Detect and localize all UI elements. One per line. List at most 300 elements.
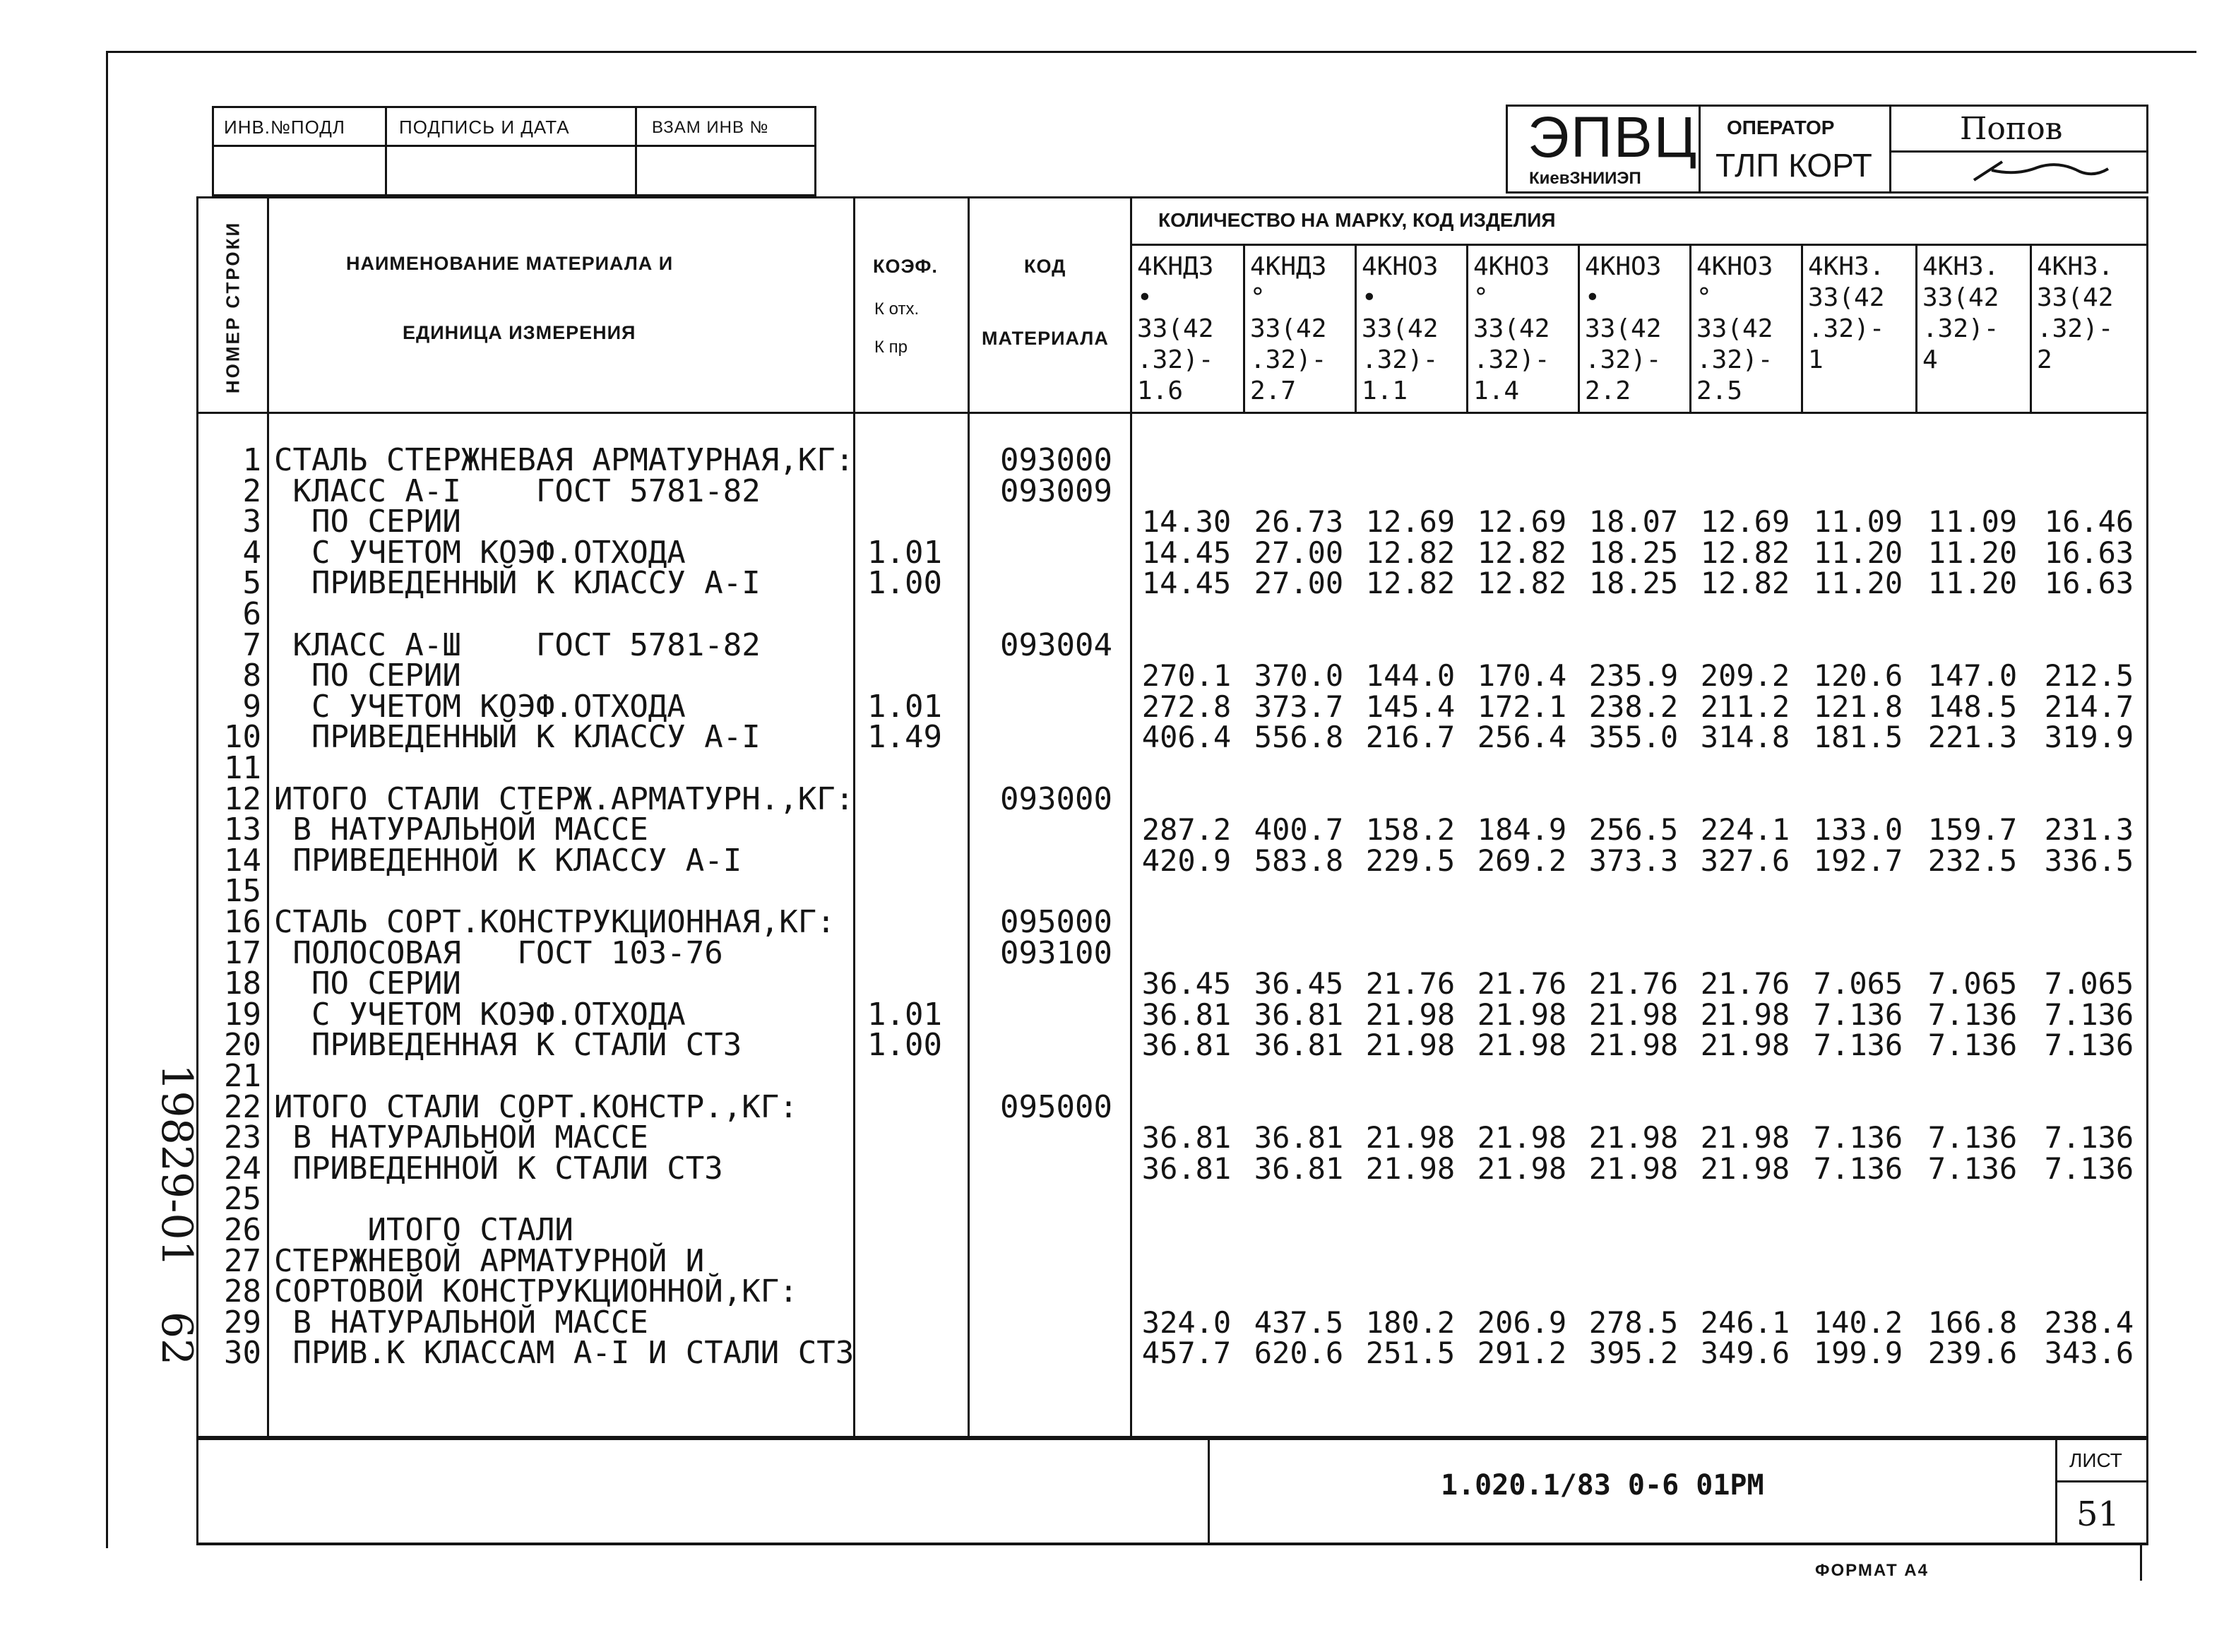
mark-col-separator bbox=[1578, 244, 1580, 412]
material-name: ИТОГО СТАЛИ bbox=[274, 1212, 573, 1248]
row-number: 17 bbox=[224, 935, 261, 971]
material-name: ИТОГО СТАЛИ СТЕРЖ.АРМАТУРН.,КГ: bbox=[274, 781, 855, 817]
quantity-value: 21.76 bbox=[1700, 966, 1790, 1001]
row-number: 15 bbox=[224, 873, 261, 909]
org-block bbox=[1506, 105, 2148, 194]
coefficient: 1.49 bbox=[867, 719, 942, 755]
footer-block bbox=[196, 1438, 2148, 1545]
row-number: 13 bbox=[224, 812, 261, 848]
quantity-value: 373.3 bbox=[1588, 843, 1679, 878]
quantity-value: 18.25 bbox=[1588, 535, 1679, 570]
mark-header-line: 33(42 bbox=[1696, 314, 1773, 343]
mark-header-line: 2.5 bbox=[1696, 376, 1743, 405]
mark-header-line: 2 bbox=[2037, 345, 2052, 374]
row-number: 24 bbox=[224, 1151, 261, 1187]
stamp-inv-podl-label: ИНВ.№ПОДЛ bbox=[224, 117, 345, 138]
mark-header bbox=[1696, 251, 1798, 407]
quantity-value: 231.3 bbox=[2044, 812, 2134, 847]
quantity-value: 21.98 bbox=[1700, 997, 1790, 1032]
material-name: ПОЛОСОВАЯ ГОСТ 103-76 bbox=[274, 935, 723, 971]
quantity-value: 21.76 bbox=[1477, 966, 1567, 1001]
format-tick bbox=[2140, 1545, 2142, 1581]
row-number: 20 bbox=[224, 1027, 261, 1063]
quantity-value: 21.98 bbox=[1477, 1120, 1567, 1155]
material-name: ПРИВЕДЕННАЯ К СТАЛИ СТ3 bbox=[274, 1027, 742, 1063]
material-code: 095000 bbox=[1000, 904, 1112, 940]
coef-header-3: К пр bbox=[874, 338, 908, 357]
coefficient: 1.01 bbox=[867, 689, 942, 725]
mark-header-line: 1.4 bbox=[1473, 376, 1520, 405]
quantity-value: 583.8 bbox=[1254, 843, 1344, 878]
mark-header-line: • bbox=[1585, 283, 1600, 312]
quantity-value: 7.136 bbox=[1927, 1120, 2018, 1155]
quantity-value: 373.7 bbox=[1254, 689, 1344, 724]
quantity-value: 181.5 bbox=[1813, 720, 1903, 754]
row-number: 23 bbox=[224, 1119, 261, 1155]
quantity-value: 133.0 bbox=[1813, 812, 1903, 847]
quantity-value: 212.5 bbox=[2044, 658, 2134, 693]
material-name: ПО СЕРИИ bbox=[274, 658, 461, 694]
quantity-value: 7.136 bbox=[2044, 997, 2134, 1032]
quantity-value: 21.76 bbox=[1365, 966, 1456, 1001]
quantity-value: 11.20 bbox=[1927, 566, 2018, 600]
quantity-value: 21.76 bbox=[1588, 966, 1679, 1001]
quantity-value: 21.98 bbox=[1700, 1028, 1790, 1062]
quantity-value: 172.1 bbox=[1477, 689, 1567, 724]
quantity-value: 21.98 bbox=[1365, 1028, 1456, 1062]
row-number: 30 bbox=[224, 1335, 261, 1371]
quantity-value: 11.09 bbox=[1927, 504, 2018, 539]
row-number: 18 bbox=[224, 965, 261, 1002]
quantity-value: 145.4 bbox=[1365, 689, 1456, 724]
row-number-header: НОМЕР СТРОКИ bbox=[222, 220, 244, 394]
quantity-value: 229.5 bbox=[1365, 843, 1456, 878]
row-number: 2 bbox=[242, 473, 261, 509]
qty-title-line bbox=[1130, 244, 2148, 246]
quantity-value: 121.8 bbox=[1813, 689, 1903, 724]
mark-header-line: 4КНД3 bbox=[1137, 252, 1214, 281]
quantity-value: 36.81 bbox=[1254, 1151, 1344, 1186]
row-number: 27 bbox=[224, 1243, 261, 1279]
quantity-value: 272.8 bbox=[1141, 689, 1232, 724]
mark-header-line: .32)- bbox=[1473, 345, 1550, 374]
quantity-value: 457.7 bbox=[1141, 1336, 1232, 1370]
mark-header-line: 4КНО3 bbox=[1585, 252, 1662, 281]
quantity-value: 36.81 bbox=[1254, 1120, 1344, 1155]
quantity-value: 7.136 bbox=[1813, 1028, 1903, 1062]
quantity-value: 16.46 bbox=[2044, 504, 2134, 539]
quantity-value: 12.69 bbox=[1477, 504, 1567, 539]
quantity-value: 11.09 bbox=[1813, 504, 1903, 539]
mark-col-separator bbox=[1801, 244, 1803, 412]
signer-name: Попов bbox=[1960, 111, 2063, 147]
mark-header-line: 33(42 bbox=[1250, 314, 1327, 343]
mark-header-line: 4КН3. bbox=[2037, 252, 2114, 281]
quantity-value: 21.98 bbox=[1365, 1120, 1456, 1155]
row-number: 5 bbox=[242, 565, 261, 601]
mark-header-line: • bbox=[1362, 283, 1377, 312]
material-name: В НАТУРАЛЬНОЙ МАССЕ bbox=[274, 1119, 648, 1155]
mark-header-line: 1 bbox=[1808, 345, 1824, 374]
quantity-value: 36.45 bbox=[1254, 966, 1344, 1001]
quantity-value: 211.2 bbox=[1700, 689, 1790, 724]
quantity-value: 216.7 bbox=[1365, 720, 1456, 754]
mark-header-line: 4 bbox=[1922, 345, 1938, 374]
quantity-value: 21.98 bbox=[1588, 1120, 1679, 1155]
quantity-value: 26.73 bbox=[1254, 504, 1344, 539]
org-logo: ЭПВЦ bbox=[1528, 105, 1699, 170]
quantity-value: 12.82 bbox=[1365, 535, 1456, 570]
quantity-value: 256.4 bbox=[1477, 720, 1567, 754]
quantity-value: 21.98 bbox=[1700, 1151, 1790, 1186]
material-name: ПРИВЕДЕННОЙ К СТАЛИ СТ3 bbox=[274, 1151, 723, 1187]
mark-header-line: .32)- bbox=[1585, 345, 1662, 374]
quantity-value: 400.7 bbox=[1254, 812, 1344, 847]
quantity-value: 14.45 bbox=[1141, 566, 1232, 600]
mark-header-line: 33(42 bbox=[1585, 314, 1662, 343]
mark-header-line: 33(42 bbox=[2037, 283, 2114, 312]
quantity-value: 36.81 bbox=[1141, 1028, 1232, 1062]
sheet-number: 51 bbox=[2076, 1494, 2120, 1534]
stamp-podpis-label: ПОДПИСЬ И ДАТА bbox=[399, 117, 570, 138]
mark-header-line: .32)- bbox=[1250, 345, 1327, 374]
quantity-value: 147.0 bbox=[1927, 658, 2018, 693]
mark-header-line: ° bbox=[1696, 283, 1712, 312]
row-number: 16 bbox=[224, 904, 261, 940]
quantity-value: 221.3 bbox=[1927, 720, 2018, 754]
quantity-title: КОЛИЧЕСТВО НА МАРКУ, КОД ИЗДЕЛИЯ bbox=[1158, 209, 1556, 231]
margin-page: 62 bbox=[152, 1311, 201, 1366]
coefficient: 1.00 bbox=[867, 1027, 942, 1063]
quantity-value: 36.81 bbox=[1141, 1151, 1232, 1186]
row-number: 22 bbox=[224, 1089, 261, 1125]
quantity-value: 140.2 bbox=[1813, 1305, 1903, 1340]
quantity-value: 144.0 bbox=[1365, 658, 1456, 693]
row-number: 9 bbox=[242, 689, 261, 725]
quantity-value: 21.98 bbox=[1365, 1151, 1456, 1186]
mark-col-separator bbox=[2030, 244, 2032, 412]
mark-header-line: 33(42 bbox=[1922, 283, 1999, 312]
row-number: 29 bbox=[224, 1305, 261, 1341]
quantity-value: 21.98 bbox=[1588, 1028, 1679, 1062]
material-name: С УЧЕТОМ КОЭФ.ОТХОДА bbox=[274, 535, 686, 571]
material-name: ПРИВЕДЕННЫЙ К КЛАССУ А-I bbox=[274, 565, 761, 601]
quantity-value: 12.69 bbox=[1700, 504, 1790, 539]
quantity-value: 7.065 bbox=[1813, 966, 1903, 1001]
material-name: С УЧЕТОМ КОЭФ.ОТХОДА bbox=[274, 689, 686, 725]
col-line-rownum bbox=[267, 196, 269, 1438]
mark-header-line: 4КНО3 bbox=[1473, 252, 1550, 281]
quantity-value: 21.98 bbox=[1477, 1028, 1567, 1062]
quantity-value: 36.81 bbox=[1254, 1028, 1344, 1062]
row-number: 12 bbox=[224, 781, 261, 817]
material-name: С УЧЕТОМ КОЭФ.ОТХОДА bbox=[274, 997, 686, 1033]
quantity-value: 192.7 bbox=[1813, 843, 1903, 878]
mark-header bbox=[1808, 251, 1913, 407]
mark-header-line: 1.1 bbox=[1362, 376, 1408, 405]
doc-code: 1.020.1/83 0-6 01РМ bbox=[1441, 1469, 1764, 1502]
format-label: ФОРМАТ А4 bbox=[1815, 1561, 1929, 1580]
quantity-value: 36.81 bbox=[1141, 1120, 1232, 1155]
quantity-value: 7.136 bbox=[2044, 1028, 2134, 1062]
quantity-value: 355.0 bbox=[1588, 720, 1679, 754]
stamp-top-left bbox=[212, 106, 816, 196]
quantity-value: 287.2 bbox=[1141, 812, 1232, 847]
material-code: 093009 bbox=[1000, 473, 1112, 509]
row-number: 6 bbox=[242, 596, 261, 632]
col-line-coef bbox=[853, 196, 855, 1438]
quantity-value: 180.2 bbox=[1365, 1305, 1456, 1340]
mark-col-separator bbox=[1689, 244, 1691, 412]
row-number: 25 bbox=[224, 1181, 261, 1217]
material-code: 093000 bbox=[1000, 781, 1112, 817]
quantity-value: 239.6 bbox=[1927, 1336, 2018, 1370]
quantity-value: 314.8 bbox=[1700, 720, 1790, 754]
quantity-value: 27.00 bbox=[1254, 566, 1344, 600]
mark-header bbox=[2037, 251, 2146, 407]
operator-value: ТЛП КОРТ bbox=[1715, 147, 1872, 184]
mark-col-separator bbox=[1243, 244, 1245, 412]
quantity-value: 16.63 bbox=[2044, 535, 2134, 570]
quantity-value: 21.98 bbox=[1588, 1151, 1679, 1186]
quantity-value: 269.2 bbox=[1477, 843, 1567, 878]
header-bottom-line bbox=[196, 412, 2148, 414]
quantity-value: 184.9 bbox=[1477, 812, 1567, 847]
quantity-value: 7.136 bbox=[1813, 1120, 1903, 1155]
coef-header-1: КОЭФ. bbox=[873, 256, 938, 277]
mark-header bbox=[1362, 251, 1463, 407]
signature-icon bbox=[1960, 152, 2115, 190]
material-name: КЛАСС А-Ш ГОСТ 5781-82 bbox=[274, 627, 761, 663]
quantity-value: 36.81 bbox=[1254, 997, 1344, 1032]
quantity-value: 251.5 bbox=[1365, 1336, 1456, 1370]
row-number: 4 bbox=[242, 535, 261, 571]
material-code: 093004 bbox=[1000, 627, 1112, 663]
material-name: СОРТОВОЙ КОНСТРУКЦИОННОЙ,КГ: bbox=[274, 1273, 798, 1309]
mark-header-line: ° bbox=[1473, 283, 1489, 312]
quantity-value: 209.2 bbox=[1700, 658, 1790, 693]
mark-header bbox=[1922, 251, 2027, 407]
quantity-value: 120.6 bbox=[1813, 658, 1903, 693]
coef-header-2: К отх. bbox=[874, 299, 920, 319]
code-header-2: МАТЕРИАЛА bbox=[982, 328, 1109, 349]
coefficient: 1.01 bbox=[867, 997, 942, 1033]
quantity-value: 256.5 bbox=[1588, 812, 1679, 847]
quantity-value: 14.45 bbox=[1141, 535, 1232, 570]
sheet-label: ЛИСТ bbox=[2069, 1449, 2122, 1471]
quantity-value: 370.0 bbox=[1254, 658, 1344, 693]
mark-col-separator bbox=[1355, 244, 1357, 412]
stamp-vzam-label: ВЗАМ ИНВ № bbox=[652, 118, 769, 137]
row-number: 19 bbox=[224, 997, 261, 1033]
quantity-value: 238.2 bbox=[1588, 689, 1679, 724]
quantity-value: 7.136 bbox=[1927, 997, 2018, 1032]
col-line-code bbox=[968, 196, 970, 1438]
quantity-value: 14.30 bbox=[1141, 504, 1232, 539]
mark-header-line: .32)- bbox=[1362, 345, 1439, 374]
quantity-value: 21.98 bbox=[1477, 1151, 1567, 1186]
mark-header-line: 33(42 bbox=[1137, 314, 1214, 343]
mark-header-line: .32)- bbox=[1808, 314, 1885, 343]
material-name: СТЕРЖНЕВОЙ АРМАТУРНОЙ И bbox=[274, 1243, 705, 1279]
sheet-divider bbox=[2055, 1438, 2057, 1545]
material-header-2: ЕДИНИЦА ИЗМЕРЕНИЯ bbox=[403, 322, 636, 343]
quantity-value: 270.1 bbox=[1141, 658, 1232, 693]
quantity-value: 18.25 bbox=[1588, 566, 1679, 600]
material-code: 093100 bbox=[1000, 935, 1112, 971]
quantity-value: 12.82 bbox=[1477, 566, 1567, 600]
row-number: 8 bbox=[242, 658, 261, 694]
quantity-value: 7.065 bbox=[2044, 966, 2134, 1001]
material-name: СТАЛЬ СОРТ.КОНСТРУКЦИОННАЯ,КГ: bbox=[274, 904, 835, 940]
archive-number: 19829-01 bbox=[152, 1064, 201, 1267]
mark-header bbox=[1250, 251, 1352, 407]
quantity-value: 11.20 bbox=[1813, 535, 1903, 570]
quantity-value: 238.4 bbox=[2044, 1305, 2134, 1340]
quantity-value: 7.136 bbox=[1927, 1028, 2018, 1062]
operator-label: ОПЕРАТОР bbox=[1727, 117, 1835, 138]
row-number: 3 bbox=[242, 504, 261, 540]
material-name: ПРИВ.К КЛАССАМ А-I И СТАЛИ СТ3 bbox=[274, 1335, 855, 1371]
quantity-value: 16.63 bbox=[2044, 566, 2134, 600]
code-header-1: КОД bbox=[1024, 256, 1066, 277]
mark-header-line: 4КН3. bbox=[1808, 252, 1885, 281]
material-name: КЛАСС А-I ГОСТ 5781-82 bbox=[274, 473, 761, 509]
row-number: 1 bbox=[242, 442, 261, 478]
quantity-value: 11.20 bbox=[1813, 566, 1903, 600]
quantity-value: 36.45 bbox=[1141, 966, 1232, 1001]
quantity-value: 206.9 bbox=[1477, 1305, 1567, 1340]
quantity-value: 7.136 bbox=[2044, 1151, 2134, 1186]
quantity-value: 170.4 bbox=[1477, 658, 1567, 693]
mark-header-line: • bbox=[1137, 283, 1153, 312]
quantity-value: 159.7 bbox=[1927, 812, 2018, 847]
quantity-value: 18.07 bbox=[1588, 504, 1679, 539]
quantity-value: 395.2 bbox=[1588, 1336, 1679, 1370]
mark-header-line: 1.6 bbox=[1137, 376, 1184, 405]
row-number: 28 bbox=[224, 1273, 261, 1309]
material-name: СТАЛЬ СТЕРЖНЕВАЯ АРМАТУРНАЯ,КГ: bbox=[274, 442, 855, 478]
quantity-value: 327.6 bbox=[1700, 843, 1790, 878]
quantity-value: 556.8 bbox=[1254, 720, 1344, 754]
mark-header-line: 33(42 bbox=[1473, 314, 1550, 343]
material-name: ПРИВЕДЕННОЙ К КЛАССУ А-I bbox=[274, 843, 742, 879]
mark-header-line: .32)- bbox=[1922, 314, 1999, 343]
mark-header-line: 4КНО3 bbox=[1696, 252, 1773, 281]
quantity-value: 7.136 bbox=[2044, 1120, 2134, 1155]
quantity-value: 224.1 bbox=[1700, 812, 1790, 847]
quantity-value: 324.0 bbox=[1141, 1305, 1232, 1340]
quantity-value: 7.136 bbox=[1813, 1151, 1903, 1186]
quantity-value: 620.6 bbox=[1254, 1336, 1344, 1370]
quantity-value: 11.20 bbox=[1927, 535, 2018, 570]
quantity-value: 12.82 bbox=[1700, 566, 1790, 600]
material-code: 093000 bbox=[1000, 442, 1112, 478]
quantity-value: 349.6 bbox=[1700, 1336, 1790, 1370]
quantity-value: 21.98 bbox=[1588, 997, 1679, 1032]
mark-header-line bbox=[2037, 376, 2146, 407]
mark-header-line: 4КНД3 bbox=[1250, 252, 1327, 281]
mark-col-separator bbox=[1915, 244, 1917, 412]
material-header-1: НАИМЕНОВАНИЕ МАТЕРИАЛА И bbox=[346, 253, 674, 274]
quantity-value: 166.8 bbox=[1927, 1305, 2018, 1340]
mark-header-line: .32)- bbox=[1696, 345, 1773, 374]
frame-left-line bbox=[106, 51, 108, 1548]
coefficient: 1.01 bbox=[867, 535, 942, 571]
sheet-label-line bbox=[2055, 1480, 2148, 1482]
mark-header-line: ° bbox=[1250, 283, 1266, 312]
quantity-value: 7.136 bbox=[1927, 1151, 2018, 1186]
mark-col-separator bbox=[1466, 244, 1468, 412]
material-name: В НАТУРАЛЬНОЙ МАССЕ bbox=[274, 1305, 648, 1341]
quantity-value: 291.2 bbox=[1477, 1336, 1567, 1370]
material-name: ИТОГО СТАЛИ СОРТ.КОНСТР.,КГ: bbox=[274, 1089, 798, 1125]
row-number: 10 bbox=[224, 719, 261, 755]
org-institute: КиевЗНИИЭП bbox=[1529, 169, 1641, 188]
quantity-value: 21.98 bbox=[1365, 997, 1456, 1032]
mark-header-line bbox=[1808, 376, 1913, 407]
material-name: ПО СЕРИИ bbox=[274, 504, 461, 540]
quantity-value: 343.6 bbox=[2044, 1336, 2134, 1370]
mark-header-line: 33(42 bbox=[1808, 283, 1885, 312]
footer-divider bbox=[1208, 1438, 1210, 1545]
mark-header-line bbox=[1922, 376, 2027, 407]
quantity-value: 7.065 bbox=[1927, 966, 2018, 1001]
row-number: 21 bbox=[224, 1058, 261, 1094]
row-number: 14 bbox=[224, 843, 261, 879]
mark-header-line: .32)- bbox=[1137, 345, 1214, 374]
quantity-value: 12.82 bbox=[1700, 535, 1790, 570]
coefficient: 1.00 bbox=[867, 565, 942, 601]
quantity-value: 406.4 bbox=[1141, 720, 1232, 754]
quantity-value: 12.82 bbox=[1477, 535, 1567, 570]
mark-header bbox=[1137, 251, 1240, 407]
mark-header bbox=[1585, 251, 1687, 407]
material-name: ПРИВЕДЕННЫЙ К КЛАССУ А-I bbox=[274, 719, 761, 755]
quantity-value: 235.9 bbox=[1588, 658, 1679, 693]
quantity-value: 199.9 bbox=[1813, 1336, 1903, 1370]
mark-header-line: 4КНО3 bbox=[1362, 252, 1439, 281]
mark-header-line: 2.7 bbox=[1250, 376, 1297, 405]
frame-top-line bbox=[106, 51, 2196, 53]
quantity-value: 420.9 bbox=[1141, 843, 1232, 878]
quantity-value: 27.00 bbox=[1254, 535, 1344, 570]
quantity-value: 7.136 bbox=[1813, 997, 1903, 1032]
quantity-value: 12.69 bbox=[1365, 504, 1456, 539]
mark-header-line: 2.2 bbox=[1585, 376, 1631, 405]
quantity-value: 278.5 bbox=[1588, 1305, 1679, 1340]
material-name: ПО СЕРИИ bbox=[274, 965, 461, 1002]
quantity-value: 214.7 bbox=[2044, 689, 2134, 724]
mark-header-line: 33(42 bbox=[1362, 314, 1439, 343]
quantity-value: 232.5 bbox=[1927, 843, 2018, 878]
quantity-value: 319.9 bbox=[2044, 720, 2134, 754]
row-number: 7 bbox=[242, 627, 261, 663]
quantity-value: 21.98 bbox=[1477, 997, 1567, 1032]
row-number: 26 bbox=[224, 1212, 261, 1248]
quantity-value: 437.5 bbox=[1254, 1305, 1344, 1340]
quantity-value: 158.2 bbox=[1365, 812, 1456, 847]
material-name: В НАТУРАЛЬНОЙ МАССЕ bbox=[274, 812, 648, 848]
quantity-value: 21.98 bbox=[1700, 1120, 1790, 1155]
material-code: 095000 bbox=[1000, 1089, 1112, 1125]
quantity-value: 148.5 bbox=[1927, 689, 2018, 724]
quantity-value: 12.82 bbox=[1365, 566, 1456, 600]
quantity-value: 36.81 bbox=[1141, 997, 1232, 1032]
row-number: 11 bbox=[224, 750, 261, 786]
mark-header bbox=[1473, 251, 1575, 407]
mark-header-line: 4КН3. bbox=[1922, 252, 1999, 281]
